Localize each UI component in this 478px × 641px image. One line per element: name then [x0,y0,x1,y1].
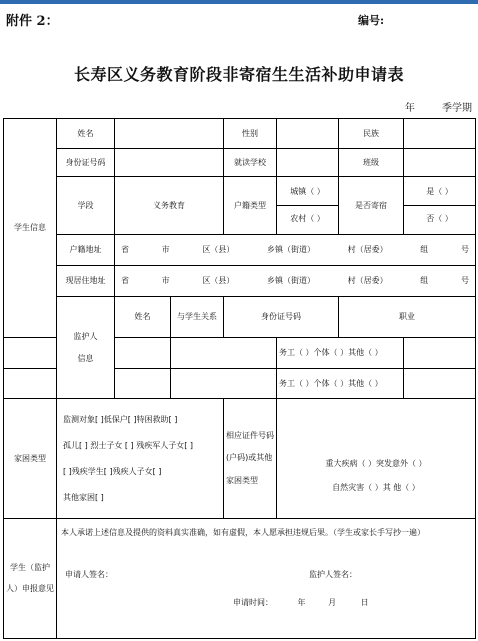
addr-city: 市 [161,276,170,285]
hukou-address-field[interactable] [115,235,476,266]
guardian-relation-label: 与学生关系 [171,297,224,338]
illness-option: 重大疾病（ ）突发意外（ ） [325,458,427,468]
residence-address-label: 现居住地址 [57,266,115,297]
school-label: 就读学校 [224,149,277,177]
boarding-no-option[interactable]: 否（ ） [404,205,475,232]
cert-label: 相应证件号码(户码)或其他家困类型 [224,399,277,519]
applicant-sign-label: 申请人签名： [65,570,113,580]
declaration-area[interactable] [57,519,476,639]
application-form-table [3,118,476,639]
number-label: 编号: [358,14,385,27]
application-date-line [61,598,471,608]
guardian1-phone-field[interactable] [404,338,476,369]
declaration-statement: 本人承诺上述信息及提供的资料真实准确，如有虚假，本人愿承担违规后果。（学生或家长手写抄一遍） [61,528,425,537]
guardian1-job-options[interactable]: 务工（ ）个体（ ）其他（ ） [277,338,404,369]
guardian-name-label: 姓名 [115,297,171,338]
date-year: 年 [297,598,306,608]
date-day: 日 [360,598,369,608]
date-label: 申请时间： [233,598,273,608]
guardian-job-label: 职业 [339,297,476,338]
addr-district: 区（县） [202,276,235,285]
signature-line [61,570,471,580]
addr-group: 组 [420,276,429,285]
guardian1-relation-field[interactable] [115,338,171,369]
ethnicity-field[interactable] [404,119,476,149]
addr-village: 村（居委） [347,276,388,285]
class-field[interactable] [404,149,476,177]
semester-label: 季学期 [442,103,472,114]
boarding-label: 是否寄宿 [339,177,404,235]
addr-village: 村（居委） [347,245,388,254]
guardian-section-label-2: 信息 [77,353,94,363]
rural-option[interactable]: 农村（ ） [277,205,338,232]
hukou-type-options [277,177,339,235]
hardship-line-2: 孤儿[ ] 烈士子女 [ ] 残疾军人子女[ ] [63,440,193,450]
addr-province: 省 [121,276,129,285]
addr-town: 乡镇（街道） [266,276,315,285]
guardian2-phone-field[interactable] [404,369,476,399]
guardian1-id-field[interactable] [171,338,277,369]
boarding-yes-option[interactable]: 是（ ） [426,187,453,196]
student-id-field[interactable] [115,149,224,177]
guardian-section-label [57,297,115,399]
guardian2-relation-field[interactable] [115,369,171,399]
hardship-types[interactable] [57,399,224,519]
year-label: 年 [404,103,415,114]
school-field[interactable] [277,149,339,177]
addr-town: 乡镇（街道） [266,245,315,254]
hardship-line-4: 其他家困[ ] [63,492,104,502]
form-title: 长寿区义务教育阶段非寄宿生生活补助申请表 [73,65,404,84]
hukou-type-label: 户籍类型 [224,177,277,235]
disaster-option: 自然灾害（ ）其 他（ ） [332,482,420,492]
hardship-line-1: 监测对象[ ]低保户[ ]特困救助[ ] [63,414,178,424]
student-name-field[interactable] [115,119,224,149]
boarding-options [404,177,476,235]
top-accent-bar [0,0,478,4]
guardian-id-label: 身份证号码 [224,297,339,338]
ethnicity-label: 民族 [339,119,404,149]
gender-label: 性别 [224,119,277,149]
class-label: 班级 [339,149,404,177]
guardian1-name-field[interactable] [4,338,57,369]
declaration-section-label: 学生（监护人）申报意见 [4,519,57,639]
attachment-label: 附件 2： [6,14,59,29]
addr-no: 号 [460,245,469,254]
guardian2-id-field[interactable] [171,369,277,399]
addr-city: 市 [161,245,170,254]
student-section-label: 学生信息 [4,119,57,338]
addr-group: 组 [420,245,429,254]
student-name-label: 姓名 [57,119,115,149]
hardship-line-3: [ ]残疾学生[ ]残疾人子女[ ] [63,466,162,476]
other-hardship-options[interactable] [277,399,476,519]
guardian2-name-field[interactable] [4,369,57,399]
date-month: 月 [328,598,337,608]
addr-province: 省 [121,245,129,254]
guardian2-job-options[interactable]: 务工（ ）个体（ ）其他（ ） [277,369,404,399]
student-id-label: 身份证号码 [57,149,115,177]
stage-label: 学段 [57,177,115,235]
hardship-section-label: 家困类型 [4,399,57,519]
addr-no: 号 [460,276,469,285]
stage-value: 义务教育 [115,177,224,235]
gender-field[interactable] [277,119,339,149]
addr-district: 区（县） [202,245,235,254]
hukou-address-label: 户籍地址 [57,235,115,266]
town-option[interactable]: 城镇（ ） [290,187,325,196]
residence-address-field[interactable] [115,266,476,297]
guardian-section-label-1: 监护人 [73,331,98,341]
semester-line [405,99,472,114]
guardian-sign-label: 监护人签名： [309,570,357,580]
